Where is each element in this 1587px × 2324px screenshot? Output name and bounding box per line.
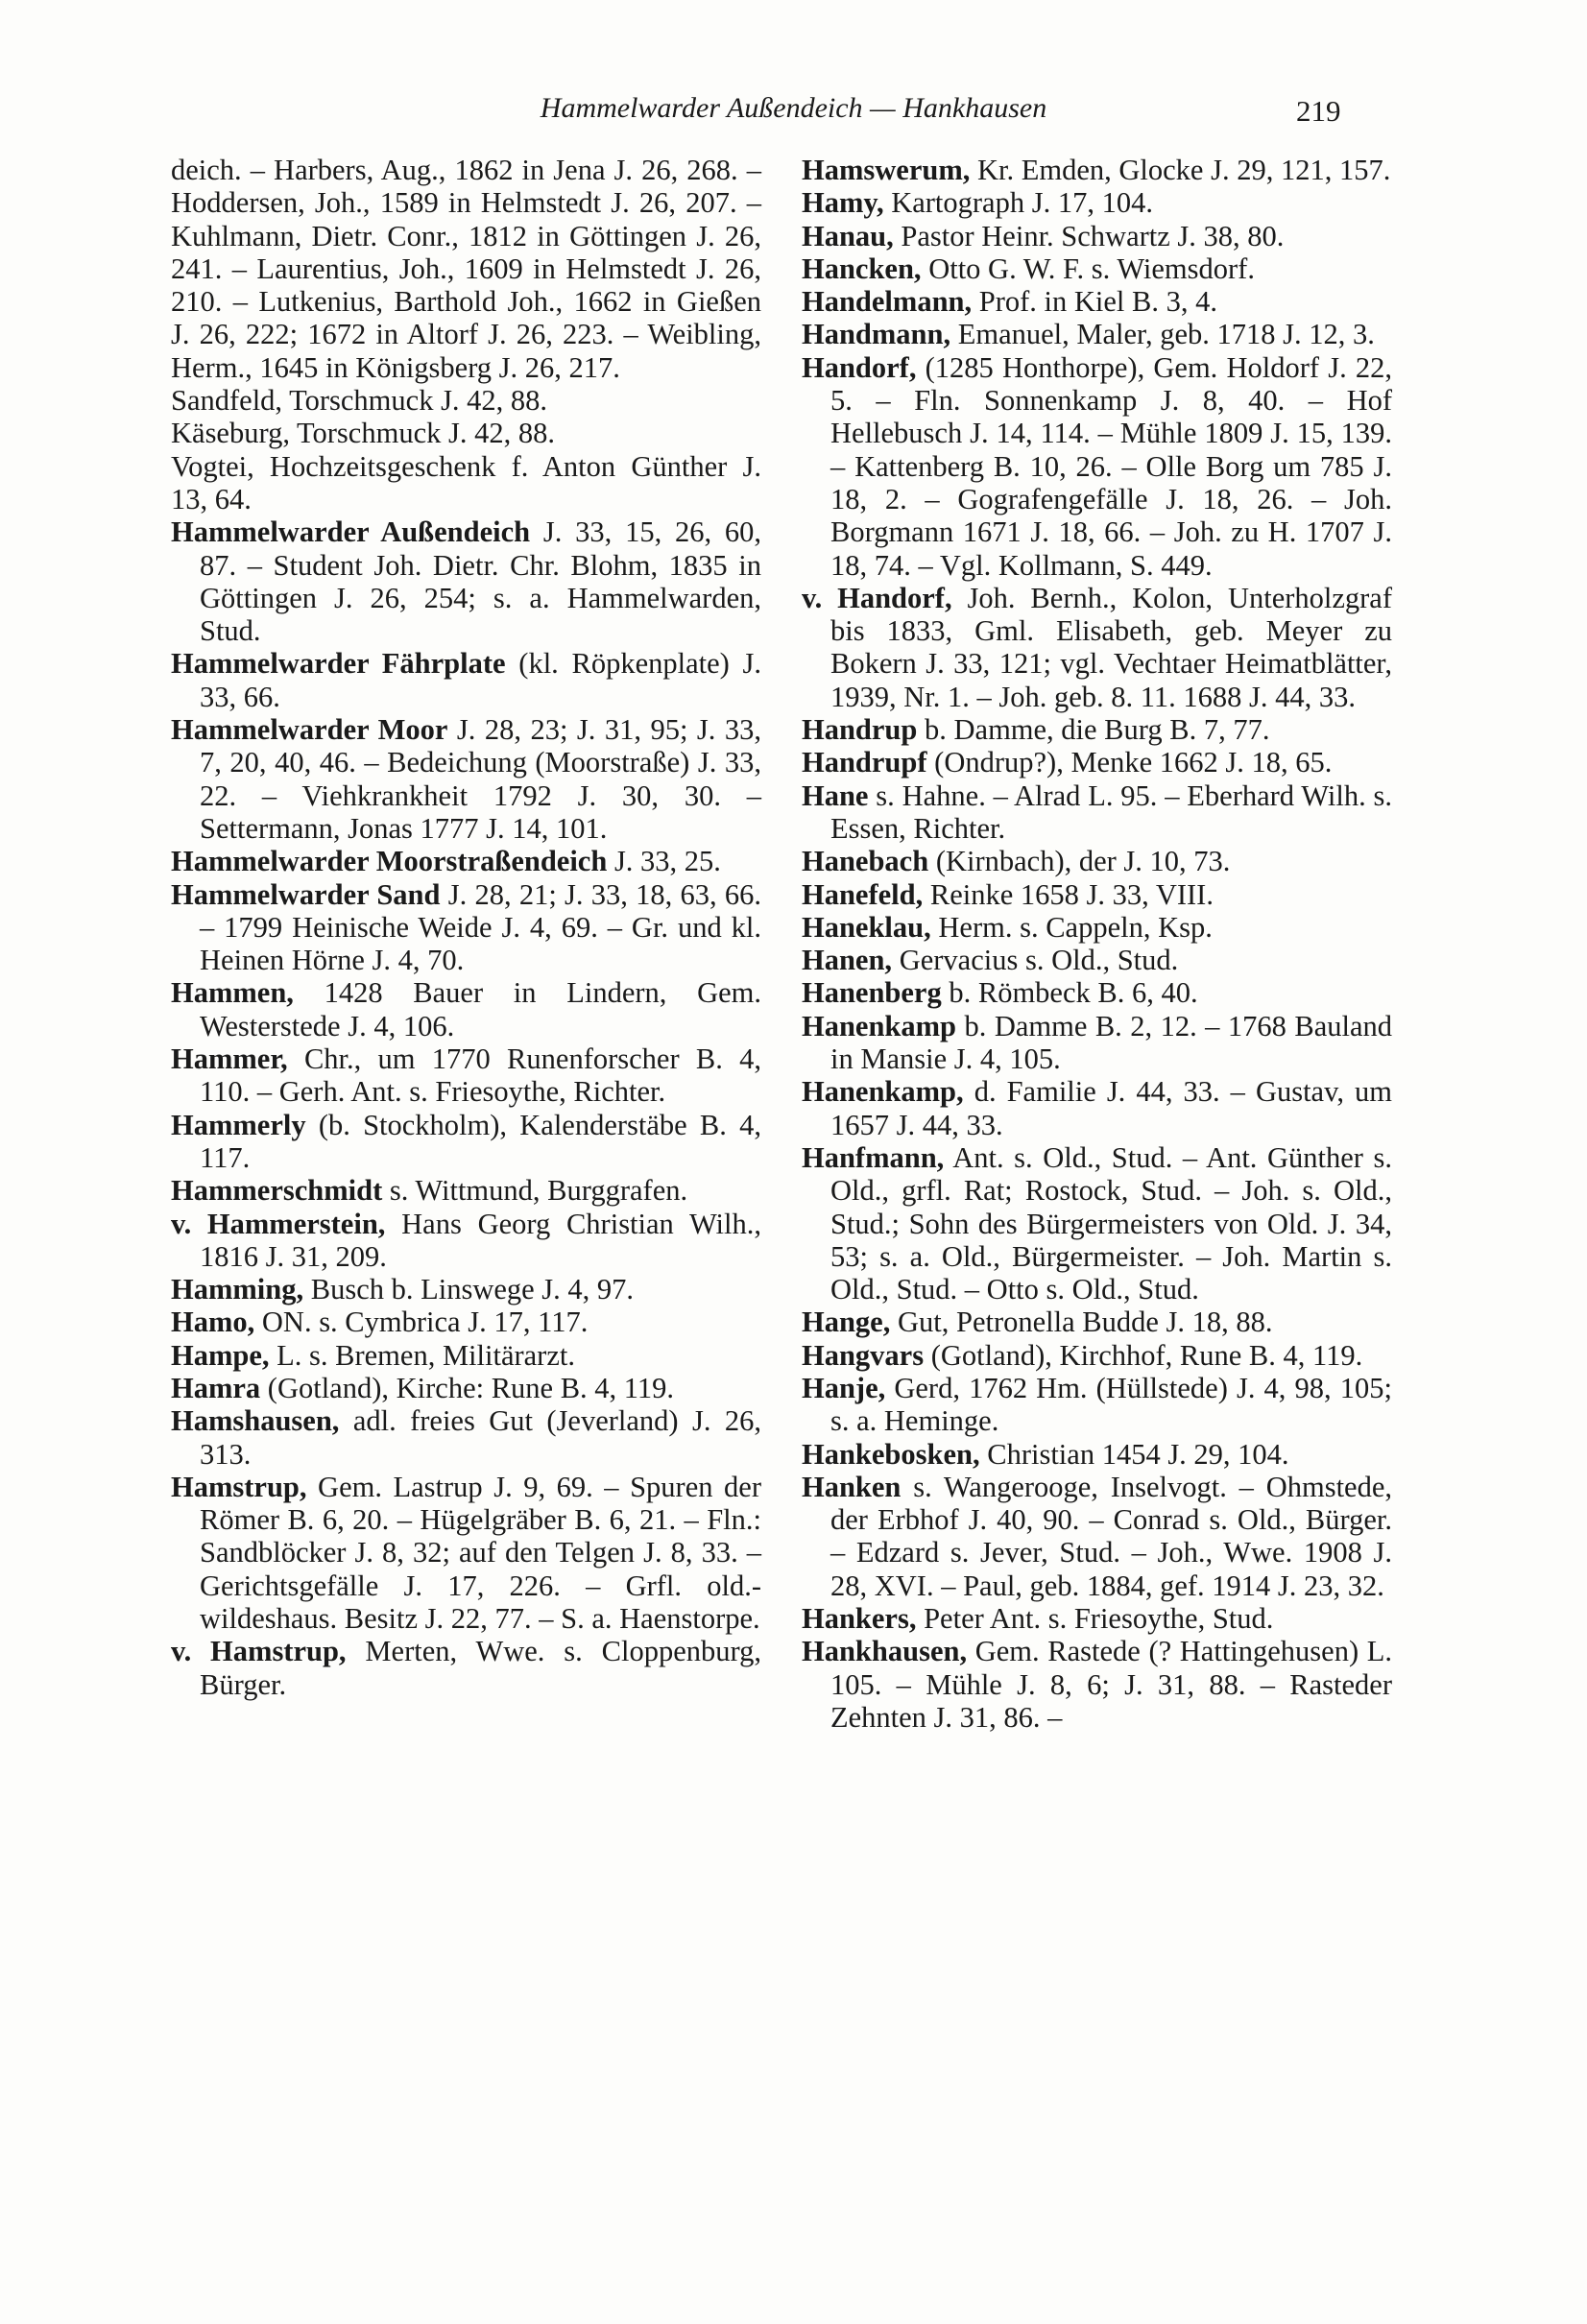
entry-headword: Hankers,: [802, 1602, 917, 1636]
entry-headword: Hamy,: [802, 186, 884, 220]
entry-headword: Handrupf: [802, 746, 927, 779]
entry-text: Busch b. Linswege J. 4, 97.: [303, 1273, 635, 1306]
entry-text: Joh. Bernh., Kolon, Unterholzgraf bis 1833, Gml. Elisabeth, geb. Meyer zu Bokern J. 33, 121; vgl. Vechtaer Heimatblätter, 1939, Nr. 1. – Joh. geb. 8. 11. 1688 J. 44, 33.: [830, 581, 1392, 713]
index-entry: [802, 1339, 1392, 1372]
index-entry: [171, 976, 761, 1042]
left-column: [171, 154, 761, 1701]
index-entry: [802, 944, 1392, 976]
entry-headword: Hamswerum,: [802, 154, 971, 186]
entry-text: Christian 1454 J. 29, 104.: [979, 1437, 1289, 1471]
entry-headword: v. Handorf,: [802, 581, 952, 614]
entry-headword: Hankhausen,: [802, 1635, 968, 1668]
entry-text: J. 33, 15, 26, 60, 87. – Student Joh. Dietr. Chr. Blohm, 1835 in Göttingen J. 26, 254; s. a. Hammelwarden, Stud.: [200, 515, 761, 648]
entry-headword: Haneklau,: [802, 910, 931, 944]
index-entry: [171, 1109, 761, 1175]
entry-text: Gervacius s. Old., Stud.: [892, 944, 1179, 977]
entry-headword: v. Hamstrup,: [171, 1635, 347, 1668]
entry-headword: Hamstrup,: [171, 1470, 307, 1503]
index-entry: [171, 878, 761, 977]
running-title: Hammelwarder Außendeich — Hankhausen: [540, 92, 1047, 124]
entry-text: (b. Stockholm), Kalenderstäbe B. 4, 117.: [200, 1108, 761, 1174]
index-entry: [802, 154, 1392, 186]
entry-text: (Kirnbach), der J. 10, 73.: [928, 845, 1231, 878]
entry-continuation: deich. – Harbers, Aug., 1862 in Jena J. 26, 268. – Hoddersen, Joh., 1589 in Helmstedt J. 26, 207. – Kuhlmann, Dietr. Conr., 1812 in Göttingen J. 26, 241. – Laurentius, Joh., 1609 in Helmstedt J. 26, 210. – Lutkenius, Barthold Joh., 1662 in Gießen J. 26, 222; 1672 in Altorf J. 26, 223. – Weibling, Herm., 1645 in Königsberg J. 26, 217.: [171, 154, 761, 384]
entry-text: Gut, Petronella Budde J. 18, 88.: [890, 1306, 1273, 1339]
index-entry: [171, 1174, 761, 1207]
entry-text: Kr. Emden, Glocke J. 29, 121, 157.: [970, 154, 1391, 186]
entry-headword: Hanfmann,: [802, 1140, 945, 1174]
entry-headword: Hammelwarder Moor: [171, 713, 448, 747]
index-entry: [171, 647, 761, 713]
index-entry: [802, 878, 1392, 911]
entry-headword: Handorf,: [802, 350, 917, 384]
index-entry: [802, 845, 1392, 877]
entry-headword: Hange,: [802, 1306, 891, 1339]
sub-entry: Vogtei, Hochzeitsgeschenk f. Anton Günther J. 13, 64.: [171, 449, 761, 515]
entry-headword: Hamming,: [171, 1273, 304, 1306]
index-entry: [802, 911, 1392, 944]
index-entry: [802, 746, 1392, 779]
entry-headword: Hangvars: [802, 1338, 925, 1372]
entry-text: adl. freies Gut (Jeverland) J. 26, 313.: [200, 1404, 761, 1471]
entry-headword: Handrup: [802, 713, 918, 747]
entry-text: s. Wangerooge, Inselvogt. – Ohmstede, der Erbhof J. 40, 90. – Conrad s. Old., Bürger. – Edzard s. Jever, Stud. – Joh., Wwe. 1908 J. 28, XVI. – Paul, geb. 1884, gef. 1914 J. 23, 32.: [830, 1470, 1392, 1602]
entry-text: Ant. s. Old., Stud. – Ant. Günther s. Old., grfl. Rat; Rostock, Stud. – Joh. s. Old., Stud.; Sohn des Bürgermeisters von Old. J. 34, 53; s. a. Old., Bürgermeister. – Joh. Martin s. Old., Stud. – Otto s. Old., Stud.: [830, 1140, 1392, 1306]
entry-text: Chr., um 1770 Runenforscher B. 4, 110. – Gerh. Ant. s. Friesoythe, Richter.: [200, 1042, 761, 1109]
entry-headword: Hanen,: [802, 944, 893, 977]
entry-headword: Hanenkamp: [802, 1009, 957, 1042]
index-entry: [171, 1208, 761, 1274]
index-entry: [171, 845, 761, 877]
index-entry: [802, 976, 1392, 1009]
entry-headword: Hampe,: [171, 1338, 270, 1372]
entry-headword: Hancken,: [802, 252, 922, 285]
entry-headword: Hamo,: [171, 1306, 255, 1339]
entry-text: d. Familie J. 44, 33. – Gustav, um 1657 J. 44, 33.: [830, 1075, 1392, 1141]
entry-text: Prof. in Kiel B. 3, 4.: [972, 285, 1217, 319]
entry-text: Peter Ant. s. Friesoythe, Stud.: [916, 1602, 1274, 1636]
entry-headword: Hanebach: [802, 845, 929, 878]
index-entry: [802, 1438, 1392, 1471]
entry-text: Otto G. W. F. s. Wiemsdorf.: [921, 252, 1255, 285]
entry-headword: Hamra: [171, 1371, 261, 1404]
entry-text: Reinke 1658 J. 33, VIII.: [923, 877, 1214, 911]
entry-headword: Hanken: [802, 1470, 902, 1503]
index-entry: [171, 1635, 761, 1701]
entry-headword: v. Hammerstein,: [171, 1207, 386, 1240]
entry-text: b. Damme B. 2, 12. – 1768 Bauland in Mansie J. 4, 105.: [830, 1009, 1392, 1076]
entry-text: (kl. Röpkenplate) J. 33, 66.: [200, 647, 761, 713]
entry-headword: Hammelwarder Fährplate: [171, 647, 506, 681]
entry-text: s. Wittmund, Burggrafen.: [382, 1174, 688, 1208]
index-entry: [802, 186, 1392, 219]
index-entry: [802, 713, 1392, 746]
entry-text: L. s. Bremen, Militärarzt.: [269, 1338, 575, 1372]
sub-entry: Käseburg, Torschmuck J. 42, 88.: [171, 417, 555, 450]
entry-text: Herm. s. Cappeln, Ksp.: [930, 910, 1213, 944]
entry-headword: Hammerschmidt: [171, 1174, 383, 1208]
page-number: 219: [1296, 94, 1341, 128]
entry-text: ON. s. Cymbrica J. 17, 117.: [254, 1306, 589, 1339]
index-entry: [802, 1635, 1392, 1734]
entry-headword: Hammelwarder Außendeich: [171, 515, 531, 549]
entry-headword: Hammelwarder Moorstraßendeich: [171, 845, 608, 878]
index-entry: [802, 285, 1392, 318]
entry-headword: Hamshausen,: [171, 1404, 340, 1438]
entry-headword: Hammer,: [171, 1042, 288, 1076]
entry-text: b. Damme, die Burg B. 7, 77.: [917, 713, 1270, 747]
entry-headword: Hanau,: [802, 219, 894, 252]
index-entry: [802, 252, 1392, 285]
entry-text: (Gotland), Kirche: Rune B. 4, 119.: [260, 1371, 675, 1404]
right-column: [802, 154, 1392, 1734]
entry-text: 1428 Bauer in Lindern, Gem. Westerstede J. 4, 106.: [200, 976, 761, 1042]
index-entry: [171, 1339, 761, 1372]
index-entry: [171, 1404, 761, 1471]
index-entry: [802, 220, 1392, 252]
entry-headword: Hanenberg: [802, 976, 942, 1010]
entry-headword: Hanefeld,: [802, 877, 924, 911]
index-entry: [802, 1306, 1392, 1338]
entry-text: b. Römbeck B. 6, 40.: [941, 976, 1198, 1010]
entry-text: Gerd, 1762 Hm. (Hüllstede) J. 4, 98, 105; s. a. Heminge.: [830, 1371, 1392, 1438]
index-entry: [802, 1602, 1392, 1635]
index-entry: [171, 1273, 761, 1306]
index-entry: [171, 713, 761, 845]
entry-text: J. 33, 25.: [607, 845, 721, 878]
entry-headword: Hammelwarder Sand: [171, 877, 441, 911]
entry-text: Kartograph J. 17, 104.: [883, 186, 1153, 220]
entry-headword: Handelmann,: [802, 285, 973, 319]
entry-text: Hans Georg Christian Wilh., 1816 J. 31, 209.: [200, 1207, 761, 1273]
entry-text: Merten, Wwe. s. Cloppenburg, Bürger.: [200, 1635, 761, 1701]
index-entry: [171, 1471, 761, 1635]
entry-headword: Hanenkamp,: [802, 1075, 964, 1109]
entry-text: Gem. Lastrup J. 9, 69. – Spuren der Römer B. 6, 20. – Hügelgräber B. 6, 21. – Fln.: Sandblöcker J. 8, 32; auf den Telgen J. 8, 33. – Gerichtsgefälle J. 17, 226. – Grfl. old.-wildeshaus. Besitz J. 22, 77. – S. a. Haenstorpe.: [200, 1470, 761, 1636]
entry-text: J. 28, 21; J. 33, 18, 63, 66. – 1799 Heinische Weide J. 4, 69. – Gr. und kl. Heinen Hörne J. 4, 70.: [200, 877, 761, 977]
index-entry: [802, 1372, 1392, 1438]
index-entry: [802, 351, 1392, 582]
index-entry: [802, 779, 1392, 846]
entry-text: Gem. Rastede (? Hattingehusen) L. 105. – Mühle J. 8, 6; J. 31, 88. – Rasteder Zehnten J. 31, 86. –: [830, 1635, 1392, 1734]
index-entry: [171, 1042, 761, 1109]
index-entry: [802, 1010, 1392, 1076]
entry-headword: Hanje,: [802, 1371, 886, 1404]
index-entry: [171, 1306, 761, 1338]
entry-text: (Ondrup?), Menke 1662 J. 18, 65.: [926, 746, 1333, 779]
index-entry: [171, 515, 761, 647]
entry-text: Pastor Heinr. Schwartz J. 38, 80.: [893, 219, 1285, 252]
entry-text: (1285 Honthorpe), Gem. Holdorf J. 22, 5. – Fln. Sonnenkamp J. 8, 40. – Hof Hellebusch J. 14, 114. – Mühle 1809 J. 15, 139. – Kattenberg B. 10, 26. – Olle Borg um 785 J. 18, 2. – Gografengefälle J. 18, 26. – Joh. Borgmann 1671 J. 18, 66. – Joh. zu H. 1707 J. 18, 74. – Vgl. Kollmann, S. 449.: [830, 350, 1392, 582]
entry-text: s. Hahne. – Alrad L. 95. – Eberhard Wilh. s. Essen, Richter.: [830, 779, 1392, 845]
index-entry: [802, 318, 1392, 350]
entry-headword: Hane: [802, 779, 869, 812]
sub-entry: Sandfeld, Torschmuck J. 42, 88.: [171, 384, 548, 418]
index-entry: [171, 1372, 761, 1404]
entry-headword: Handmann,: [802, 318, 951, 351]
entry-headword: Hammen,: [171, 976, 294, 1010]
entry-headword: Hammerly: [171, 1108, 306, 1141]
index-entry: [802, 582, 1392, 713]
entry-text: Emanuel, Maler, geb. 1718 J. 12, 3.: [950, 318, 1375, 351]
index-entry: [802, 1471, 1392, 1602]
index-entry: [802, 1075, 1392, 1141]
index-entry: [802, 1141, 1392, 1306]
entry-text: J. 28, 23; J. 31, 95; J. 33, 7, 20, 40, 46. – Bedeichung (Moorstraße) J. 33, 22. – Viehkrankheit 1792 J. 30, 30. – Settermann, Jonas 1777 J. 14, 101.: [200, 713, 761, 845]
entry-headword: Hankebosken,: [802, 1437, 980, 1471]
entry-text: (Gotland), Kirchhof, Rune B. 4, 119.: [924, 1338, 1363, 1372]
